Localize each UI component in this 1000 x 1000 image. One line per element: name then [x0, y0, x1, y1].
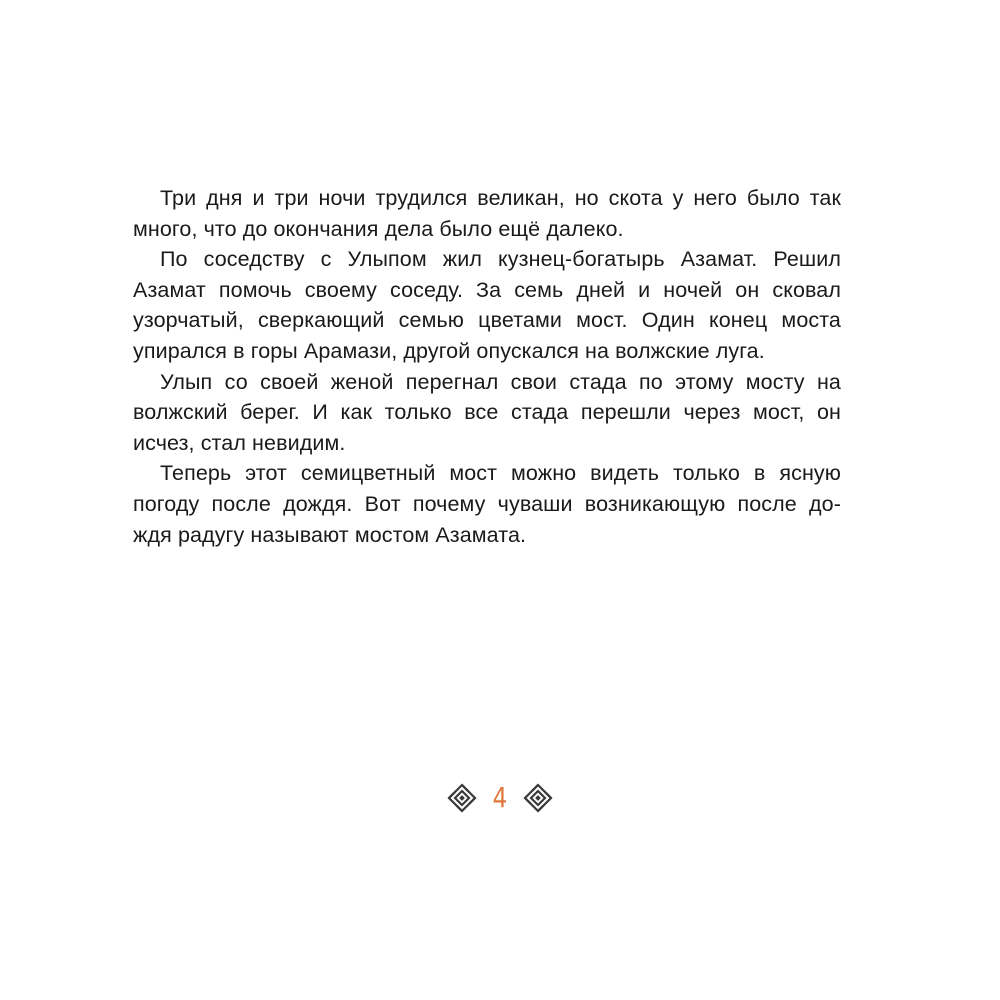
text-line: По соседству с Улыпом жил кузнец-богатырь Азамат. Решил: [160, 247, 841, 272]
story-text: [133, 183, 841, 550]
page-number: 4: [492, 781, 508, 814]
page-footer: [0, 776, 1000, 820]
text-line: узорчатый, сверкающий семью цветами мост. Один конец моста: [133, 308, 841, 333]
paragraph-1: [133, 183, 841, 244]
paragraph-3: [133, 367, 841, 459]
text-line: Улып со своей женой перегнал свои стада по этому мосту на: [160, 369, 841, 394]
text-line: упирался в горы Арамази, другой опускался на волжские луга.: [133, 338, 765, 363]
text-line: волжский берег. И как только все стада перешли через мост, он: [133, 400, 841, 425]
text-line: Теперь этот семицветный мост можно видеть только в ясную: [160, 461, 841, 486]
text-line: исчез, стал невидим.: [133, 430, 346, 455]
text-line: погоду после дождя. Вот почему чуваши возникающую после до-: [133, 491, 841, 516]
ornament-knot-icon: [523, 783, 553, 813]
text-line: ждя радугу называют мостом Азамата.: [133, 522, 527, 547]
text-line: много, что до окончания дела было ещё далеко.: [133, 216, 624, 241]
paragraph-2: [133, 244, 841, 366]
text-line: Азамат помочь своему соседу. За семь дней и ночей он сковал: [133, 277, 841, 302]
paragraph-4: [133, 458, 841, 550]
text-line: Три дня и три ночи трудился великан, но скота у него было так: [160, 186, 841, 210]
ornament-knot-icon: [447, 783, 477, 813]
